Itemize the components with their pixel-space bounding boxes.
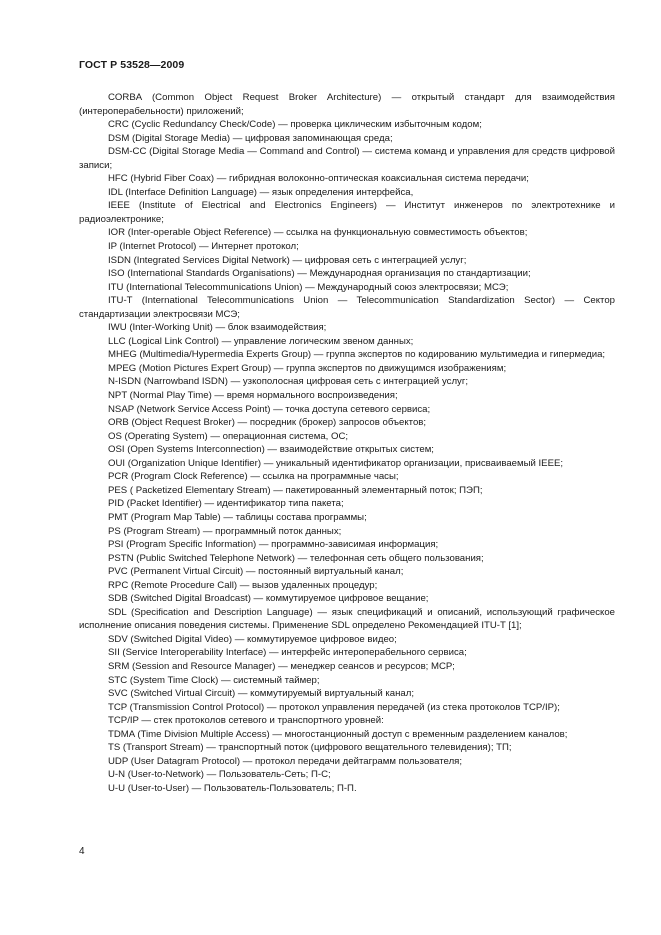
list-item: HFC (Hybrid Fiber Coax) — гибридная волоконно-оптическая коаксиальная система передачи; [108,173,529,185]
list-item: DSM (Digital Storage Media) — цифровая запоминающая среда; [108,132,393,144]
list-item: IP (Internet Protocol) — Интернет протокол; [108,241,299,253]
list-item: N-ISDN (Narrowband ISDN) — узкополосная цифровая сеть с интеграцией услуг; [108,376,469,388]
list-item: PID (Packet Identifier) — идентификатор типа пакета; [108,498,344,510]
list-item: OSI (Open Systems Interconnection) — взаимодействие открытых систем; [108,444,434,456]
list-item: TCP (Transmission Control Protocol) — протокол управления передачей (из стека протоколов TCP/IP); [108,701,560,713]
list-item: IWU (Inter-Working Unit) — блок взаимодействия; [108,322,327,334]
list-item: IOR (Inter-operable Object Reference) — ссылка на функциональную совместимость объектов; [108,227,528,239]
list-item: ISO (International Standards Organisations) — Международная организация по стандартизации; [108,268,531,280]
list-item: PCR (Program Clock Reference) — ссылка на программные часы; [108,471,399,483]
list-item: TS (Transport Stream) — транспортный поток (цифрового вещательного телевидения); ТП; [108,742,512,754]
list-item: RPC (Remote Procedure Call) — вызов удаленных процедур; [108,579,378,591]
list-item: PS (Program Stream) — программный поток данных; [108,525,342,537]
list-item: SII (Service Interoperability Interface) — интерфейс интероперабельного сервиса; [108,647,467,659]
list-item: PMT (Program Map Table) — таблицы состава программы; [108,511,367,523]
list-item: LLC (Logical Link Control) — управление логическим звеном данных; [108,335,414,347]
list-item: SRM (Session and Resource Manager) — менеджер сеансов и ресурсов; МСР; [108,660,455,672]
list-item: TDMA (Time Division Multiple Access) — многостанционный доступ с временным разделением каналов; [108,728,568,740]
list-item: ORB (Object Request Broker) — посредник (брокер) запросов объектов; [108,417,427,429]
list-item: IEEE (Institute of Electrical and Electronics Engineers) — Институт инженеров по электротехнике и радиоэлектронике; [79,200,615,225]
list-item: UDP (User Datagram Protocol) — протокол передачи дейтаграмм пользователя; [108,755,463,767]
list-item: MPEG (Motion Pictures Expert Group) — группа экспертов по движущимся изображениям; [108,362,507,374]
list-item: OUI (Organization Unique Identifier) — уникальный идентификатор организации, присваиваемый IEEE; [108,457,564,469]
list-item: IDL (Interface Definition Language) — язык определения интерфейса, [108,186,414,198]
list-item: PSTN (Public Switched Telephone Network) — телефонная сеть общего пользования; [108,552,484,564]
list-item: TCP/IP — стек протоколов сетевого и транспортного уровней: [108,715,384,727]
list-item: STC (System Time Clock) — системный таймер; [108,674,320,686]
list-item: MHEG (Multimedia/Hypermedia Experts Group) — группа экспертов по кодированию мультимедиа и гипермедиа; [108,349,606,361]
list-item: U-N (User-to-Network) — Пользователь-Сеть; П-С; [108,769,331,781]
list-item: ITU-T (International Telecommunications Union — Telecommunication Standardization Sector) — Сектор стандартизации электросвязи МСЭ; [79,295,615,320]
list-item: PVC (Permanent Virtual Circuit) — постоянный виртуальный канал; [108,566,404,578]
list-item: SDL (Specification and Description Language) — язык спецификаций и описаний, использующий графическое исполнение описания поведения системы. Применение SDL определено Рекомендацией ITU-T [1]; [79,606,615,632]
list-item: SDV (Switched Digital Video) — коммутируемое цифровое видео; [108,633,397,645]
list-item: ISDN (Integrated Services Digital Network) — цифровая сеть с интеграцией услуг; [108,254,467,266]
list-item: SDB (Switched Digital Broadcast) — коммутируемое цифровое вещание; [108,593,429,605]
list-item: CRC (Cyclic Redundancy Check/Code) — проверка циклическим избыточным кодом; [108,119,482,131]
list-item: PSI (Program Specific Information) — программно-зависимая информация; [108,539,439,551]
document-header: ГОСТ Р 53528—2009 [79,59,185,71]
list-item: OS (Operating System) — операционная система, ОС; [108,430,349,442]
list-item: SVC (Switched Virtual Circuit) — коммутируемый виртуальный канал; [108,688,414,700]
list-item: NSAP (Network Service Access Point) — точка доступа сетевого сервиса; [108,403,431,415]
page-number: 4 [79,846,85,857]
list-item: NPT (Normal Play Time) — время нормального воспроизведения; [108,390,398,402]
list-item: CORBA (Common Object Request Broker Architecture) — открытый стандарт для взаимодействия (интероперабельности) приложений; [79,92,615,117]
list-item: DSM-CC (Digital Storage Media — Command and Control) — система команд и управления для средств цифровой записи; [79,146,615,171]
abbreviations-list [79,91,615,795]
list-item: PES ( Packetized Elementary Stream) — пакетированный элементарный поток; ПЭП; [108,484,483,496]
list-item: U-U (User-to-User) — Пользователь-Пользователь; П-П. [108,782,357,794]
list-item: ITU (International Telecommunications Union) — Международный союз электросвязи; МСЭ; [108,281,509,293]
